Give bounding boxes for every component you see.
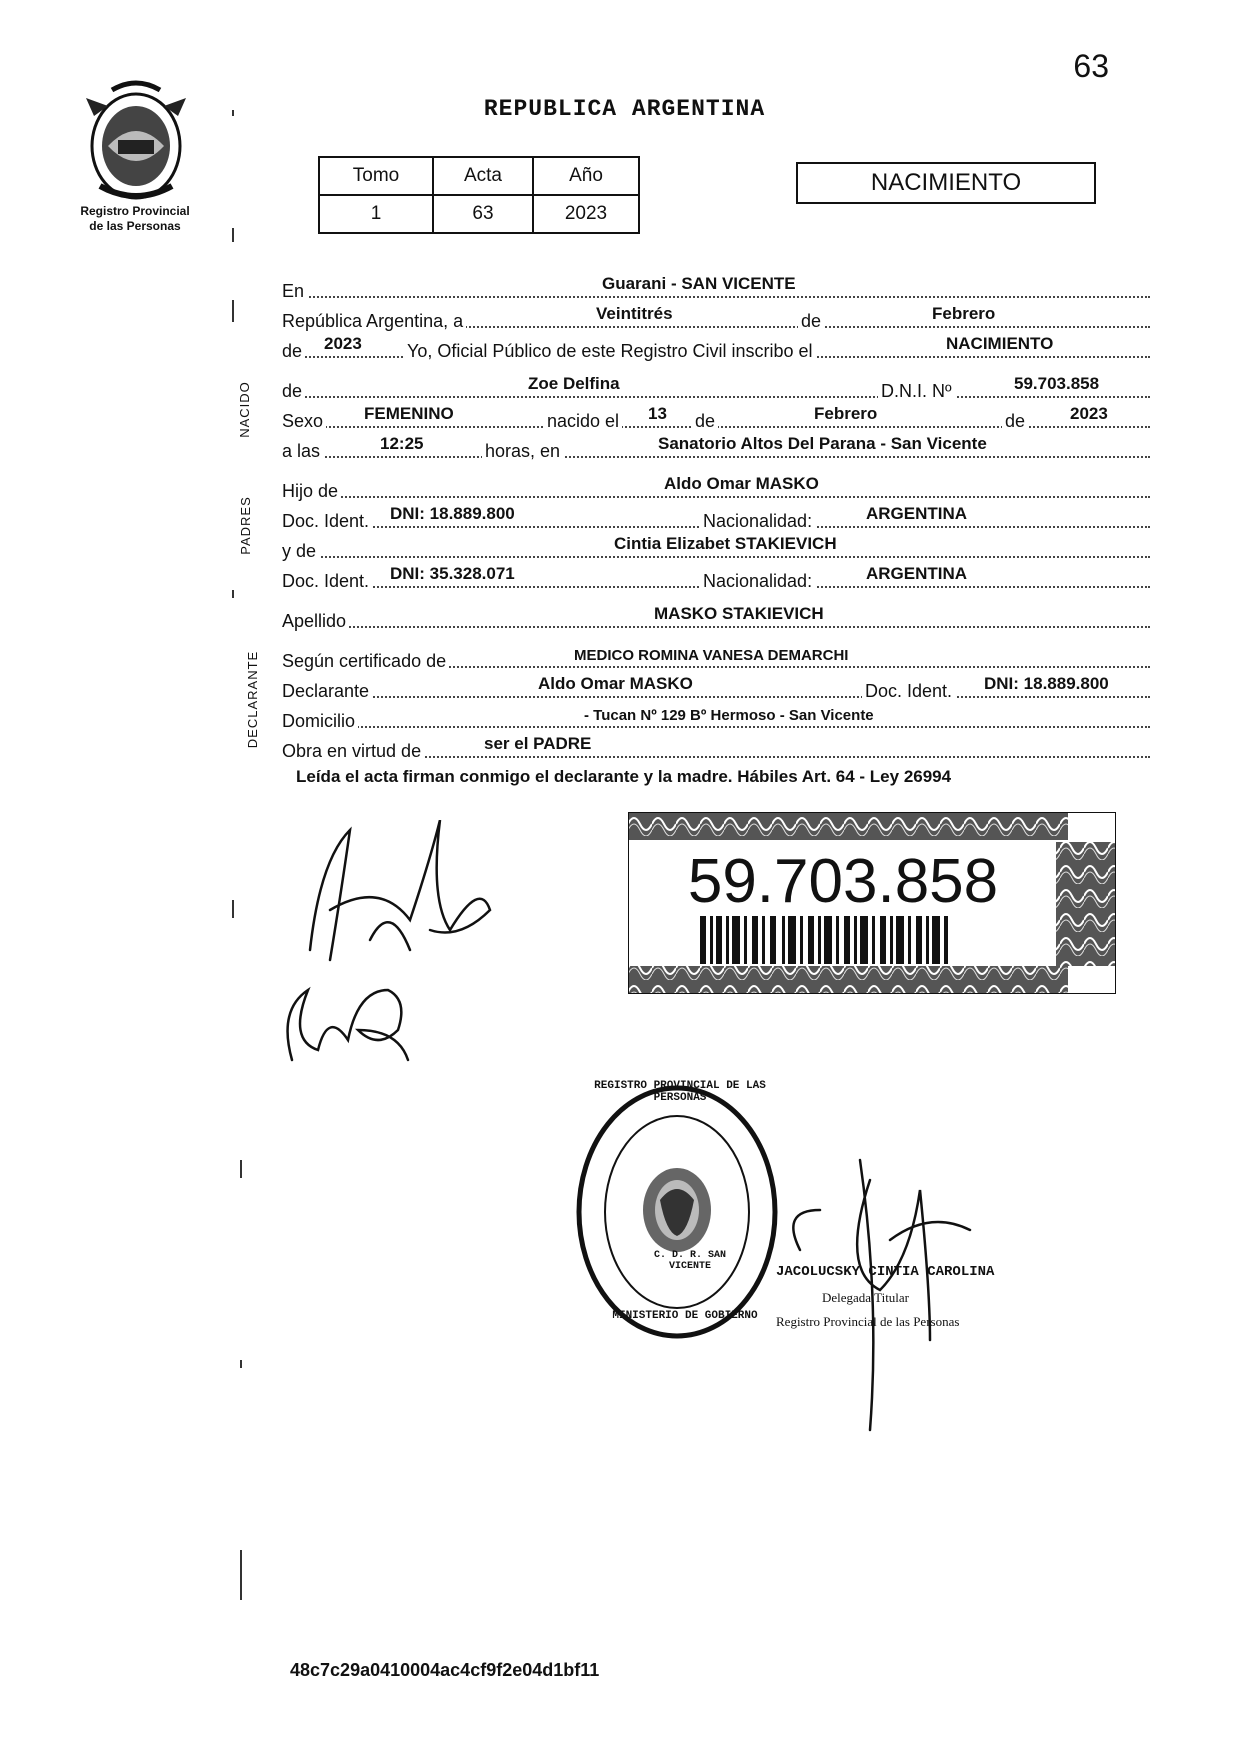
mother-signature-icon bbox=[278, 970, 418, 1070]
margin-tick bbox=[240, 1360, 242, 1368]
label-doc-ident: Doc. Ident. bbox=[282, 511, 372, 532]
row-apellido bbox=[282, 602, 1150, 632]
label-de-nombre: de bbox=[282, 381, 305, 402]
row-nombre bbox=[282, 372, 1150, 402]
row-certificado bbox=[282, 642, 1150, 672]
row-fecha-inscripcion bbox=[282, 302, 1150, 332]
seal-top-text: REGISTRO PROVINCIAL DE LAS PERSONAS bbox=[594, 1080, 766, 1104]
field-lugar: Guarani - SAN VICENTE bbox=[602, 274, 796, 293]
dotted-leader bbox=[282, 456, 1150, 458]
row-madre bbox=[282, 532, 1150, 562]
registry-name bbox=[60, 204, 210, 234]
field-obra: ser el PADRE bbox=[484, 734, 592, 753]
record-value-acta: 63 bbox=[433, 195, 533, 233]
barcode-icon bbox=[700, 916, 950, 964]
record-header-acta: Acta bbox=[433, 157, 533, 195]
official-name: JACOLUCSKY CINTIA CAROLINA bbox=[776, 1264, 995, 1280]
field-dia-inscripcion: Veintitrés bbox=[596, 304, 673, 323]
margin-tick bbox=[232, 300, 234, 322]
margin-tick bbox=[240, 1550, 242, 1600]
dotted-leader bbox=[282, 626, 1150, 628]
record-header-tomo: Tomo bbox=[319, 157, 433, 195]
dni-sticker-number: 59.703.858 bbox=[687, 847, 999, 916]
closing-note: Leída el acta firman conmigo el declarante y la madre. Hábiles Art. 64 - Ley 26994 bbox=[296, 767, 952, 786]
field-anio-inscripcion: 2023 bbox=[324, 334, 362, 353]
margin-tick bbox=[232, 110, 234, 116]
field-sexo: FEMENINO bbox=[364, 404, 454, 423]
official-department: Registro Provincial de las Personas bbox=[776, 1314, 960, 1329]
row-padre-doc bbox=[282, 502, 1150, 532]
label-doc-ident-madre: Doc. Ident. bbox=[282, 571, 372, 592]
field-acto: NACIMIENTO bbox=[946, 334, 1054, 353]
dotted-leader bbox=[282, 496, 1150, 498]
label-domicilio: Domicilio bbox=[282, 711, 358, 732]
seal-inner-text: C. D. R. SAN VICENTE bbox=[653, 1250, 726, 1272]
field-apellido: MASKO STAKIEVICH bbox=[654, 604, 824, 623]
page-number: 63 bbox=[1073, 48, 1109, 84]
label-de-mes: de bbox=[692, 411, 718, 432]
field-mes-inscripcion: Febrero bbox=[932, 304, 996, 323]
field-padre-doc: DNI: 18.889.800 bbox=[390, 504, 515, 523]
label-yo: Yo, Oficial Público de este Registro Civil inscribo el bbox=[404, 341, 816, 362]
row-sexo bbox=[282, 402, 1150, 432]
label-y-de: y de bbox=[282, 541, 319, 562]
dotted-leader bbox=[282, 696, 1150, 698]
dotted-leader bbox=[282, 556, 1150, 558]
field-anio: 2023 bbox=[1070, 404, 1108, 423]
margin-tick bbox=[232, 900, 234, 918]
label-doc-ident-declarante: Doc. Ident. bbox=[862, 681, 955, 702]
field-madre: Cintia Elizabet STAKIEVICH bbox=[614, 534, 837, 553]
field-nombre: Zoe Delfina bbox=[528, 374, 620, 393]
label-sexo: Sexo bbox=[282, 411, 326, 432]
field-padre: Aldo Omar MASKO bbox=[664, 474, 819, 493]
label-declarante: Declarante bbox=[282, 681, 372, 702]
field-dni: 59.703.858 bbox=[1014, 374, 1100, 393]
document-title: REPUBLICA ARGENTINA bbox=[483, 96, 766, 122]
margin-tick bbox=[240, 1160, 242, 1178]
label-dni: D.N.I. Nº bbox=[878, 381, 955, 402]
section-label-declarante: DECLARANTE bbox=[245, 650, 261, 749]
document-type: NACIMIENTO bbox=[796, 162, 1096, 204]
record-value-anio: 2023 bbox=[533, 195, 639, 233]
label-horas-en: horas, en bbox=[482, 441, 563, 462]
field-madre-nacionalidad: ARGENTINA bbox=[866, 564, 968, 583]
row-declarante bbox=[282, 672, 1150, 702]
label-hijo-de: Hijo de bbox=[282, 481, 341, 502]
record-value-row bbox=[319, 195, 639, 233]
row-domicilio bbox=[282, 702, 1150, 732]
row-padre bbox=[282, 472, 1150, 502]
record-value-tomo: 1 bbox=[319, 195, 433, 233]
declarant-signature-icon bbox=[290, 820, 520, 970]
field-domicilio: - Tucan Nº 129 Bº Hermoso - San Vicente bbox=[584, 707, 874, 724]
record-header-row bbox=[319, 157, 639, 195]
label-obra: Obra en virtud de bbox=[282, 741, 424, 762]
label-nacido-el: nacido el bbox=[544, 411, 622, 432]
field-declarante-doc: DNI: 18.889.800 bbox=[984, 674, 1109, 693]
label-a-las: a las bbox=[282, 441, 323, 462]
label-de: de bbox=[798, 311, 824, 332]
dotted-leader bbox=[282, 396, 1150, 398]
row-acto bbox=[282, 332, 1150, 362]
label-de2: de bbox=[282, 341, 305, 362]
label-de-anio: de bbox=[1002, 411, 1028, 432]
margin-tick bbox=[232, 590, 234, 598]
label-republica: República Argentina, a bbox=[282, 311, 466, 332]
label-segun: Según certificado de bbox=[282, 651, 449, 672]
document-hash: 48c7c29a0410004ac4cf9f2e04d1bf11 bbox=[290, 1660, 600, 1680]
field-madre-doc: DNI: 35.328.071 bbox=[390, 564, 515, 583]
record-table bbox=[318, 156, 640, 234]
label-nacionalidad-madre: Nacionalidad: bbox=[700, 571, 815, 592]
field-mes: Febrero bbox=[814, 404, 878, 423]
official-role: Delegada Titular bbox=[822, 1290, 910, 1305]
field-certificado: MEDICO ROMINA VANESA DEMARCHI bbox=[574, 647, 849, 664]
seal-bottom-text: MINISTERIO DE GOBIERNO bbox=[612, 1310, 758, 1322]
field-dia: 13 bbox=[648, 404, 667, 423]
row-madre-doc bbox=[282, 562, 1150, 592]
dotted-leader bbox=[282, 296, 1150, 298]
registry-line-2: de las Personas bbox=[89, 219, 181, 233]
record-header-anio: Año bbox=[533, 157, 639, 195]
margin-tick bbox=[232, 228, 234, 242]
field-lugar-nacimiento: Sanatorio Altos Del Parana - San Vicente bbox=[658, 434, 987, 453]
registry-line-1: Registro Provincial bbox=[80, 204, 190, 218]
dotted-leader bbox=[282, 726, 1150, 728]
row-obra bbox=[282, 732, 1150, 762]
label-apellido: Apellido bbox=[282, 611, 349, 632]
label-en: En bbox=[282, 281, 307, 302]
row-lugar bbox=[282, 272, 1150, 302]
row-hora bbox=[282, 432, 1150, 462]
field-declarante: Aldo Omar MASKO bbox=[538, 674, 693, 693]
field-padre-nacionalidad: ARGENTINA bbox=[866, 504, 968, 523]
field-hora: 12:25 bbox=[380, 434, 424, 453]
label-nacionalidad: Nacionalidad: bbox=[700, 511, 815, 532]
section-label-padres: PADRES bbox=[237, 496, 253, 555]
section-label-nacido: NACIDO bbox=[236, 381, 252, 438]
official-seal-icon bbox=[572, 1082, 782, 1342]
